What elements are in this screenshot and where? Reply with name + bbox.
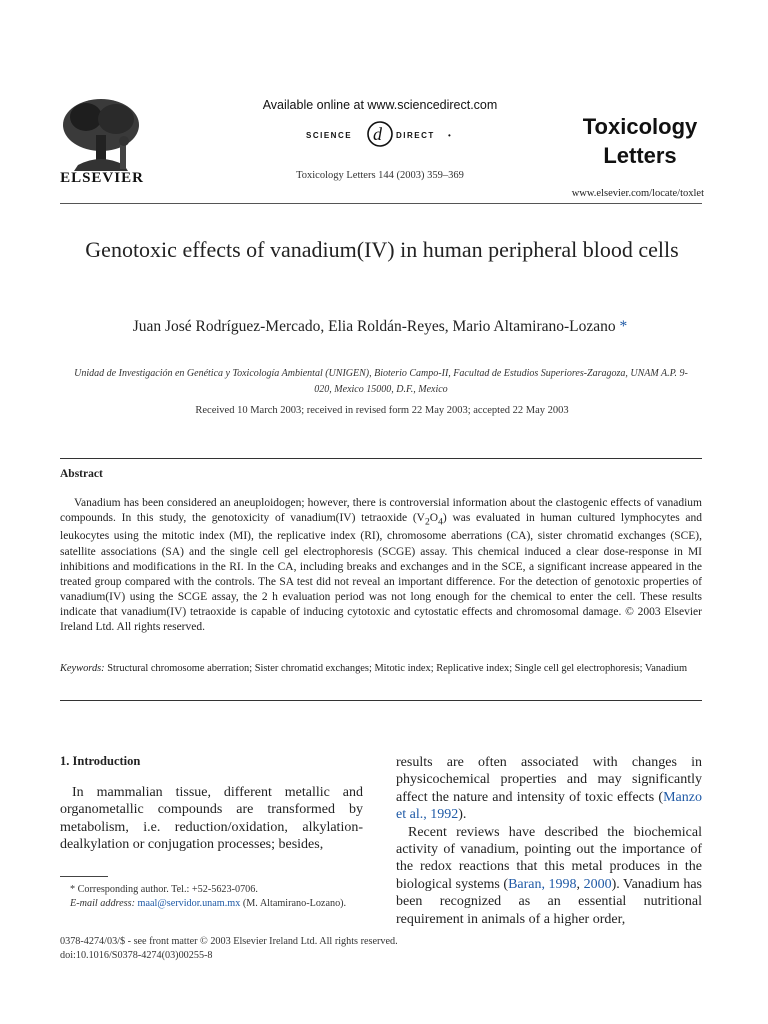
footnote-divider <box>60 876 108 877</box>
journal-title <box>570 112 710 170</box>
citation-separator: , <box>576 876 584 892</box>
email-note <box>60 897 363 911</box>
author-affiliation: Unidad de Investigación en Genética y Toxicología Ambiental (UNIGEN), Bioterio Campo-II, Facultad de Estudios Superiores-Zaragoza, UNAM A.P. 9-020, Mexico 15000, D.F., Mexico <box>74 368 688 395</box>
sciencedirect-logo-icon <box>300 118 460 150</box>
svg-text:•: • <box>448 131 451 140</box>
abstract-subscript: 4 <box>438 516 443 528</box>
svg-text:DIRECT: DIRECT <box>396 131 435 140</box>
citation-link[interactable]: 2000 <box>583 876 612 892</box>
sciencedirect-availability: Available online at www.sciencedirect.com <box>262 98 498 112</box>
section-heading-introduction: 1. Introduction <box>60 754 141 768</box>
keywords <box>60 661 702 676</box>
intro-paragraph-2 <box>396 824 702 928</box>
intro-paragraph-text: Recent reviews have described the biochemical activity of vanadium, pointing out the importance of the redox reactions that this metal produces in the biological systems ( <box>396 824 702 892</box>
intro-paragraph-text: ). Vanadium has been recognized as an essential nutritional requirement in animals of a higher order, <box>396 876 702 927</box>
corresponding-author-note: * Corresponding author. Tel.: +52-5623-0706. <box>70 884 258 895</box>
abstract-heading: Abstract <box>60 468 103 480</box>
journal-citation: Toxicology Letters 144 (2003) 359–369 <box>296 170 464 181</box>
intro-paragraph-text: results are often associated with changes in physicochemical properties and may significantly affect the nature and intensity of toxic effects ( <box>396 755 702 805</box>
journal-title-line1: Toxicology <box>582 114 698 139</box>
page-footer <box>60 935 480 963</box>
publisher-name: ELSEVIER <box>60 170 144 186</box>
abstract-subscript: 2 <box>424 516 430 528</box>
abstract-copyright: © 2003 Elsevier Ireland Ltd. All rights reserved. <box>60 605 702 634</box>
abstract-text-part: O <box>429 512 439 525</box>
abstract-text <box>60 496 702 635</box>
keywords-label: Keywords: <box>60 663 105 674</box>
email-owner: (M. Altamirano-Lozano). <box>242 898 347 909</box>
article-title: Genotoxic effects of vanadium(IV) in human peripheral blood cells <box>85 237 679 262</box>
intro-left-column: In mammalian tissue, different metallic and organometallic compounds are transformed by metabolism, i.e. reduction/oxidation, alkylation-dealkylation or conjugation processes; besides, <box>60 785 363 853</box>
header-divider <box>60 203 702 204</box>
received-dates: Received 10 March 2003; received in revised form 22 May 2003; accepted 22 May 2003 <box>195 405 569 416</box>
keywords-list: Structural chromosome aberration; Sister chromatid exchanges; Mitotic index; Replicative index; Single cell gel electrophoresis; Vanadium <box>107 663 688 674</box>
citation-link[interactable]: Baran, 1998 <box>508 876 577 892</box>
authors-text: Juan José Rodríguez-Mercado, Elia Roldán-Reyes, Mario Altamirano-Lozano <box>132 318 616 335</box>
footnote <box>60 883 363 911</box>
citation-link[interactable]: Manzo et al., 1992 <box>396 789 702 823</box>
email-link[interactable]: maal@servidor.unam.mx <box>137 898 241 909</box>
svg-text:d: d <box>373 124 382 144</box>
intro-right-column <box>396 754 702 928</box>
abstract-text-part: ) was evaluated in human cultured lymphocytes and leukocytes using the mitotic index (MI), the replicative index (RI), chromosome aberrations (CA), sister chromatid exchanges (SCE), satellite associations (SA) and the single cell gel electrophoresis (SCGE) assay. This chemical induced a clear dose-response in MI inhibitions and modifications in the RI. In the CA, including breaks and exchanges and in the SCE, a significant increase appeared in the treated group compared with the controls. The SA test did not reveal an important difference. For the detection of genotoxic properties of vanadium(IV) using the SCGE assay, the 2 h evaluation period was not long enough for the chemical to enter the cell. These results indicate that vanadium(IV) tetraoxide is capable of inducing cytotoxic and cytostatic effects and chromosomal damage. <box>60 512 702 618</box>
corresponding-author-mark[interactable]: * <box>619 318 628 335</box>
footer-doi-line[interactable]: doi:10.1016/S0378-4274(03)00255-8 <box>60 950 213 961</box>
intro-paragraph-text: ). <box>458 807 467 823</box>
abstract-text-part: Vanadium has been considered an aneuploidogen; however, there is controversial information about the clastogenic effects of vanadium compounds. In this study, the genotoxicity of vanadium(IV) tetraoxide (V <box>60 497 702 525</box>
svg-text:SCIENCE: SCIENCE <box>306 131 353 140</box>
journal-title-line2: Letters <box>603 143 677 168</box>
footer-issn-line: 0378-4274/03/$ - see front matter © 2003 Elsevier Ireland Ltd. All rights reserved. <box>60 936 398 947</box>
author-list <box>70 317 690 336</box>
abstract-divider-bottom <box>60 700 702 701</box>
journal-url-link[interactable]: www.elsevier.com/locate/toxlet <box>571 188 704 199</box>
abstract-divider-top <box>60 458 702 459</box>
email-label: E-mail address: <box>70 898 135 909</box>
